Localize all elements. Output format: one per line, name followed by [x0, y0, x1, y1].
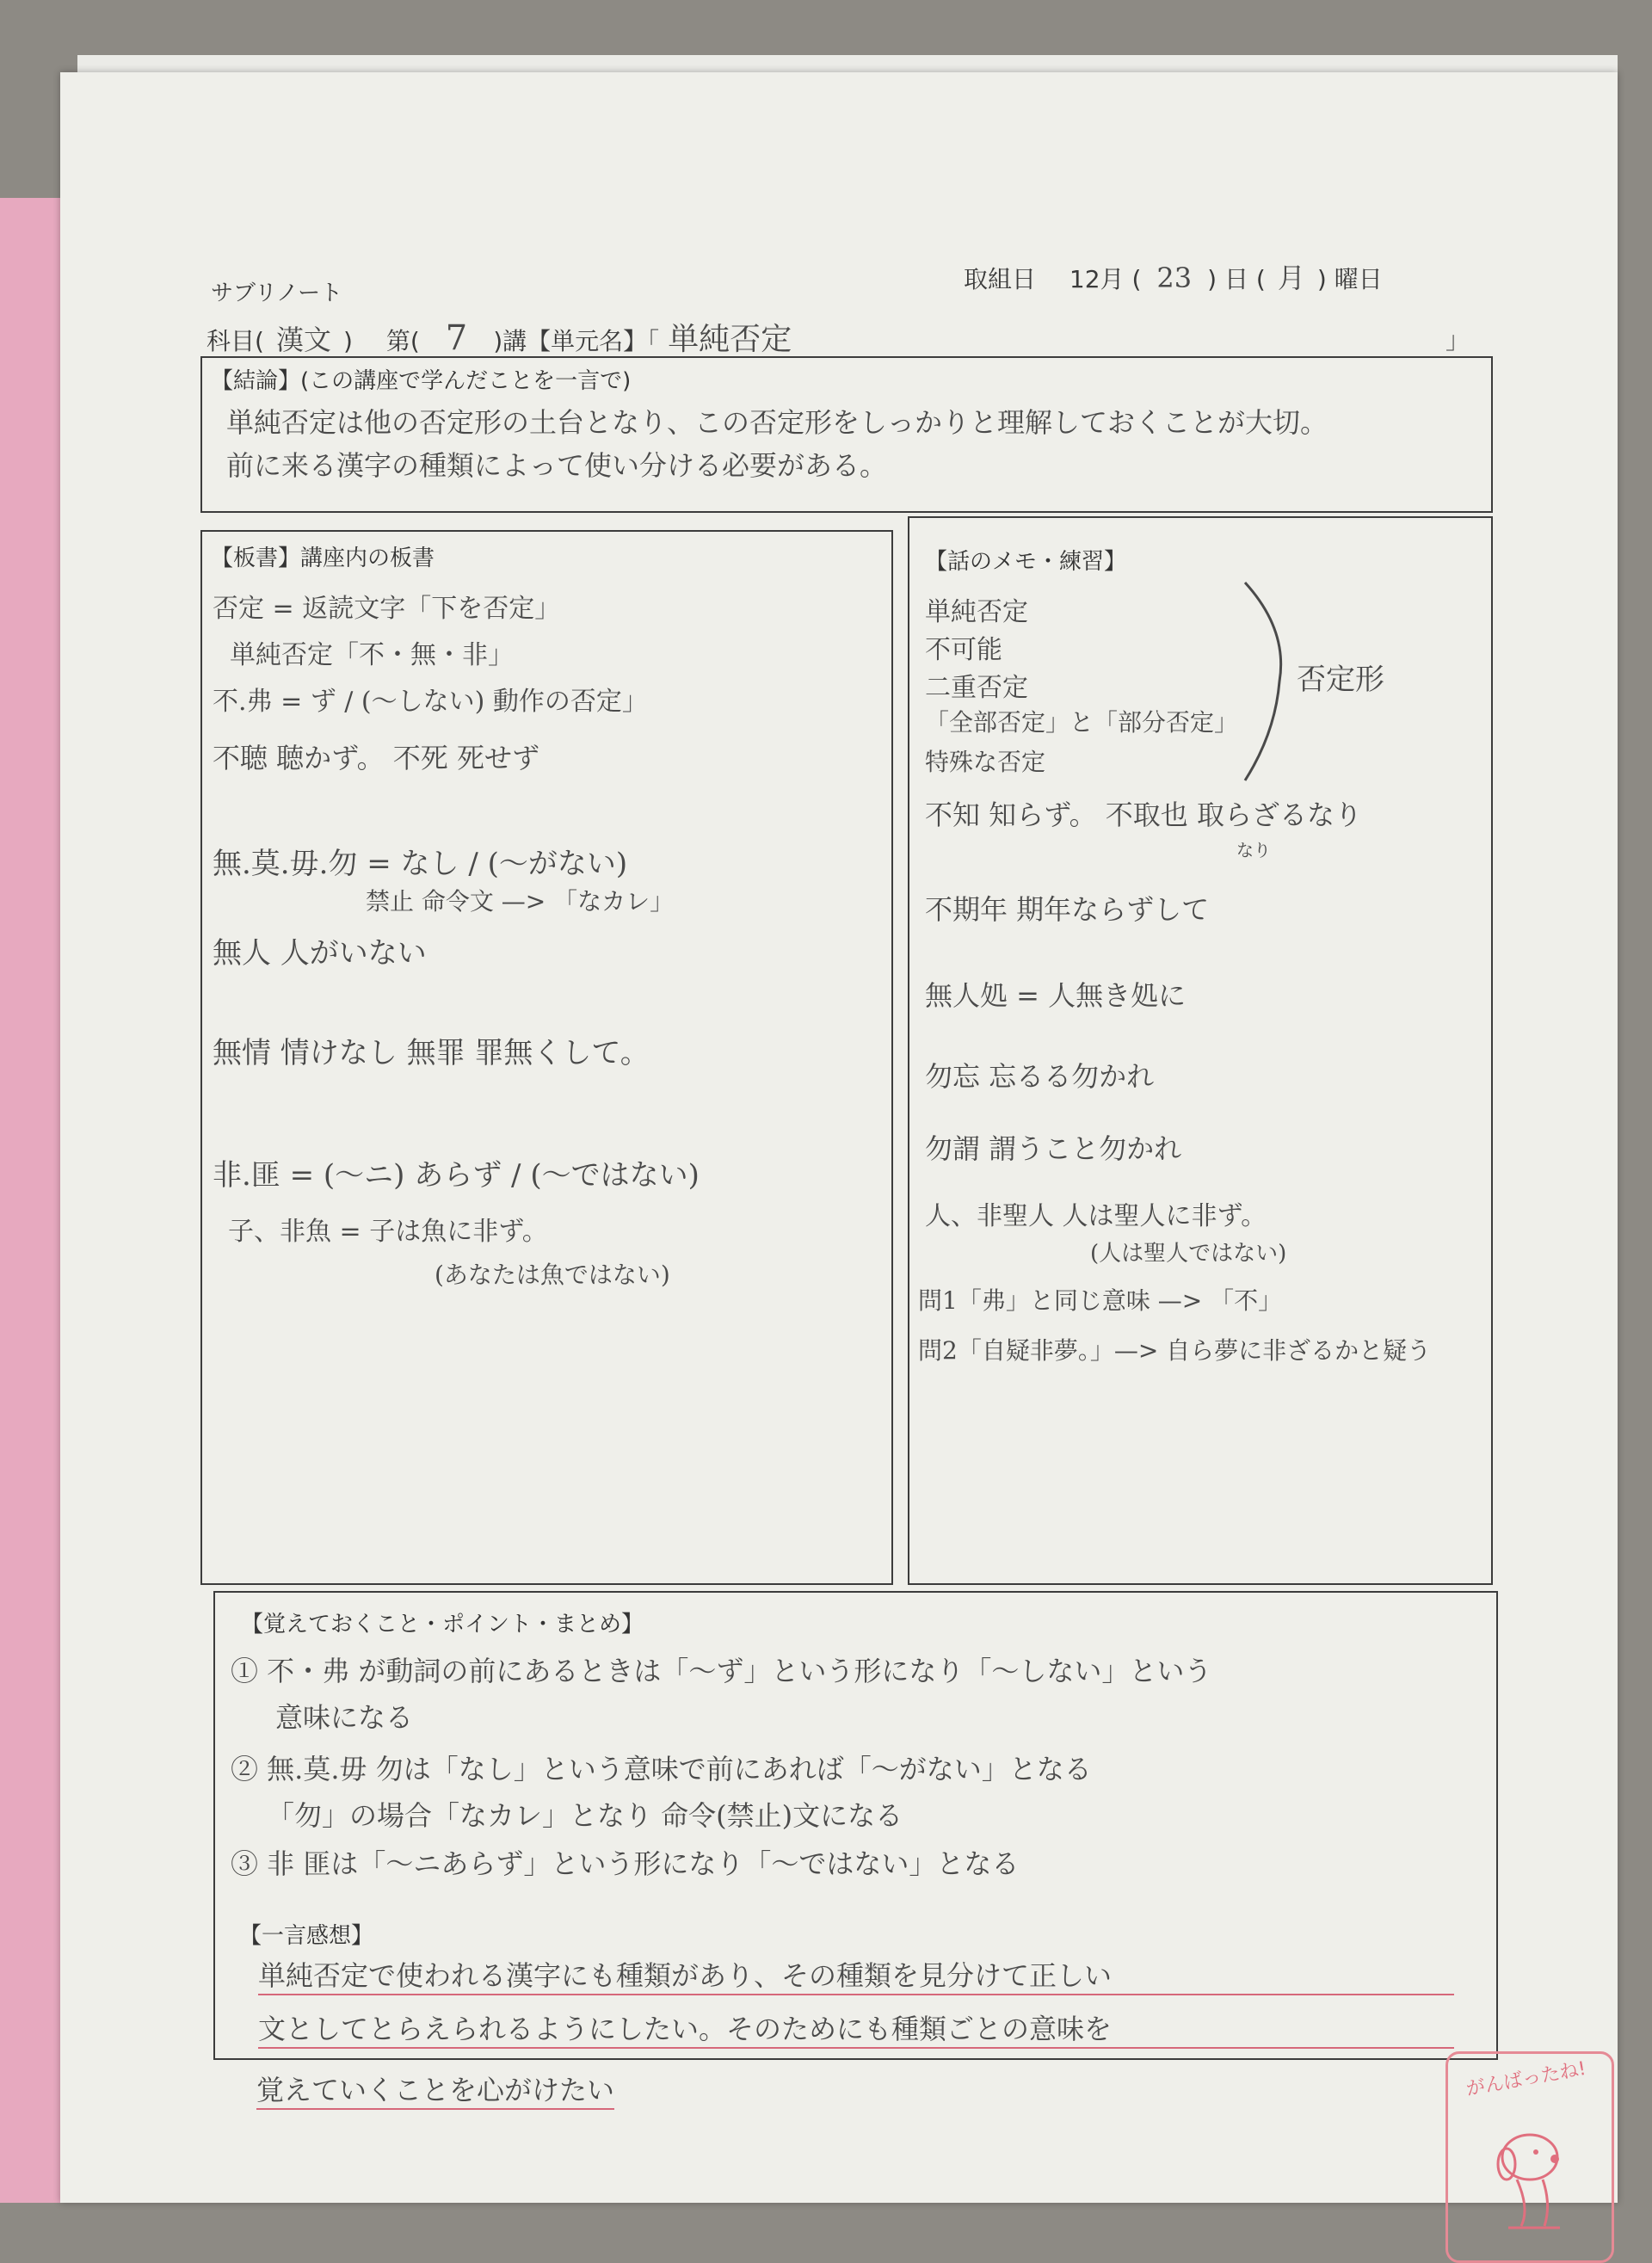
- conclusion-label: 【結論】(この講座で学んだことを一言で): [211, 368, 632, 394]
- dog-icon: [1482, 2114, 1577, 2235]
- board-line-9: 非.匪 = (〜ニ) あらず / (〜ではない): [213, 1158, 700, 1193]
- lecture-number: 7: [445, 318, 468, 358]
- date-day: 23: [1156, 262, 1193, 294]
- memo-line-4: 無人処 = 人無き処に: [925, 979, 1187, 1012]
- date-label: 取組日: [964, 265, 1037, 293]
- board-line-11: (あなたは魚ではない): [435, 1261, 670, 1289]
- memo-bracket: [1236, 578, 1288, 785]
- memo-label: 【話のメモ・練習】: [925, 549, 1127, 575]
- date-row: 取組日 12月 ( 23 ) 日 ( 月 ) 曜日: [964, 262, 1383, 294]
- points-box: [213, 1591, 1498, 2060]
- memo-forms-group-label: 否定形: [1297, 663, 1384, 697]
- impression-line-1: 単純否定で使われる漢字にも種類があり、その種類を見分けて正しい: [258, 1954, 1454, 1995]
- note-sheet: [60, 72, 1618, 2203]
- conclusion-box: [200, 356, 1493, 513]
- impression-line-2: 文としてとらえられるようにしたい。そのためにも種類ごとの意味を: [258, 2007, 1454, 2049]
- unit-name: 単純否定: [668, 322, 792, 357]
- memo-box: [908, 516, 1493, 1585]
- lecture-suffix: 講【単元名】: [502, 327, 648, 355]
- subject-row: 科目( 漢文 ) 第( 7 )講【単元名】「 単純否定: [206, 315, 800, 359]
- memo-line-3: 不期年 期年ならずして: [925, 893, 1210, 926]
- board-line-10: 子、非魚 = 子は魚に非ず。: [228, 1217, 548, 1247]
- notebook-title: サブリノート: [211, 281, 343, 306]
- board-line-4: 不聴 聴かず。 不死 死せず: [213, 742, 539, 774]
- points-line-4: 「勿」の場合「なカレ」となり 命令(禁止)文になる: [267, 1799, 903, 1832]
- board-box: [200, 530, 893, 1585]
- points-line-2: 意味になる: [275, 1701, 414, 1734]
- encouragement-stamp: [1446, 2051, 1614, 2263]
- lecture-prefix: 第: [385, 327, 410, 355]
- unit-close-bracket: 」: [1446, 326, 1470, 355]
- memo-line-10: 問2「自疑非夢。」—> 自ら夢に非ざるかと疑う: [918, 1336, 1432, 1365]
- board-line-5: 無.莫.毋.勿 = なし / (〜がない): [213, 847, 628, 881]
- memo-line-6: 勿謂 謂うこと勿かれ: [925, 1132, 1182, 1165]
- memo-form-5: 特殊な否定: [925, 748, 1046, 776]
- memo-form-3: 二重否定: [925, 673, 1028, 703]
- stamp-text: がんばったね!: [1464, 2057, 1588, 2101]
- memo-line-7: 人、非聖人 人は聖人に非ず。: [925, 1201, 1267, 1231]
- board-label: 【板書】講座内の板書: [211, 546, 435, 571]
- board-line-8: 無情 情けなし 無罪 罪無くして。: [213, 1036, 650, 1070]
- memo-form-2: 不可能: [925, 635, 1002, 665]
- memo-line-1: 不知 知らず。 不取也 取らざるなり: [925, 799, 1362, 831]
- points-line-5: ③ 非 匪は「〜ニあらず」という形になり「〜ではない」となる: [231, 1847, 1020, 1880]
- memo-line-9: 問1「弗」と同じ意味 —> 「不」: [918, 1286, 1283, 1315]
- board-line-2: 単純否定「不・無・非」: [230, 640, 514, 670]
- subject-value: 漢文: [275, 324, 331, 356]
- memo-line-2: なり: [1236, 840, 1271, 860]
- points-line-3: ② 無.莫.毋 勿は「なし」という意味で前にあれば「〜がない」となる: [231, 1753, 1092, 1785]
- impression-line-3: 覚えていくことを心がけたい: [256, 2069, 614, 2110]
- board-line-3: 不.弗 = ず / (〜しない) 動作の否定」: [213, 687, 648, 717]
- memo-line-8: (人は聖人ではない): [1090, 1241, 1287, 1267]
- date-weekday: 月: [1277, 262, 1305, 294]
- board-line-6: 禁止 命令文 —> 「なカレ」: [366, 887, 675, 916]
- points-line-1: ① 不・弗 が動詞の前にあるときは「〜ず」という形になり「〜しない」という: [231, 1655, 1212, 1687]
- subject-label: 科目: [206, 327, 256, 355]
- memo-line-5: 勿忘 忘るる勿かれ: [925, 1060, 1155, 1093]
- conclusion-line-1: 単純否定は他の否定形の土台となり、この否定形をしっかりと理解しておくことが大切。: [226, 406, 1328, 439]
- date-day-suffix: 日: [1224, 265, 1248, 293]
- impression-label: 【一言感想】: [239, 1923, 374, 1949]
- date-weekday-suffix: 曜日: [1334, 265, 1383, 293]
- board-line-1: 否定 = 返読文字「下を否定」: [213, 594, 561, 624]
- conclusion-line-2: 前に来る漢字の種類によって使い分ける必要がある。: [226, 449, 888, 482]
- board-line-7: 無人 人がいない: [213, 936, 427, 971]
- memo-form-1: 単純否定: [925, 597, 1028, 627]
- memo-form-4: 「全部否定」と「部分否定」: [925, 708, 1239, 737]
- points-label: 【覚えておくこと・ポイント・まとめ】: [241, 1612, 644, 1637]
- date-month: 12月: [1069, 265, 1125, 293]
